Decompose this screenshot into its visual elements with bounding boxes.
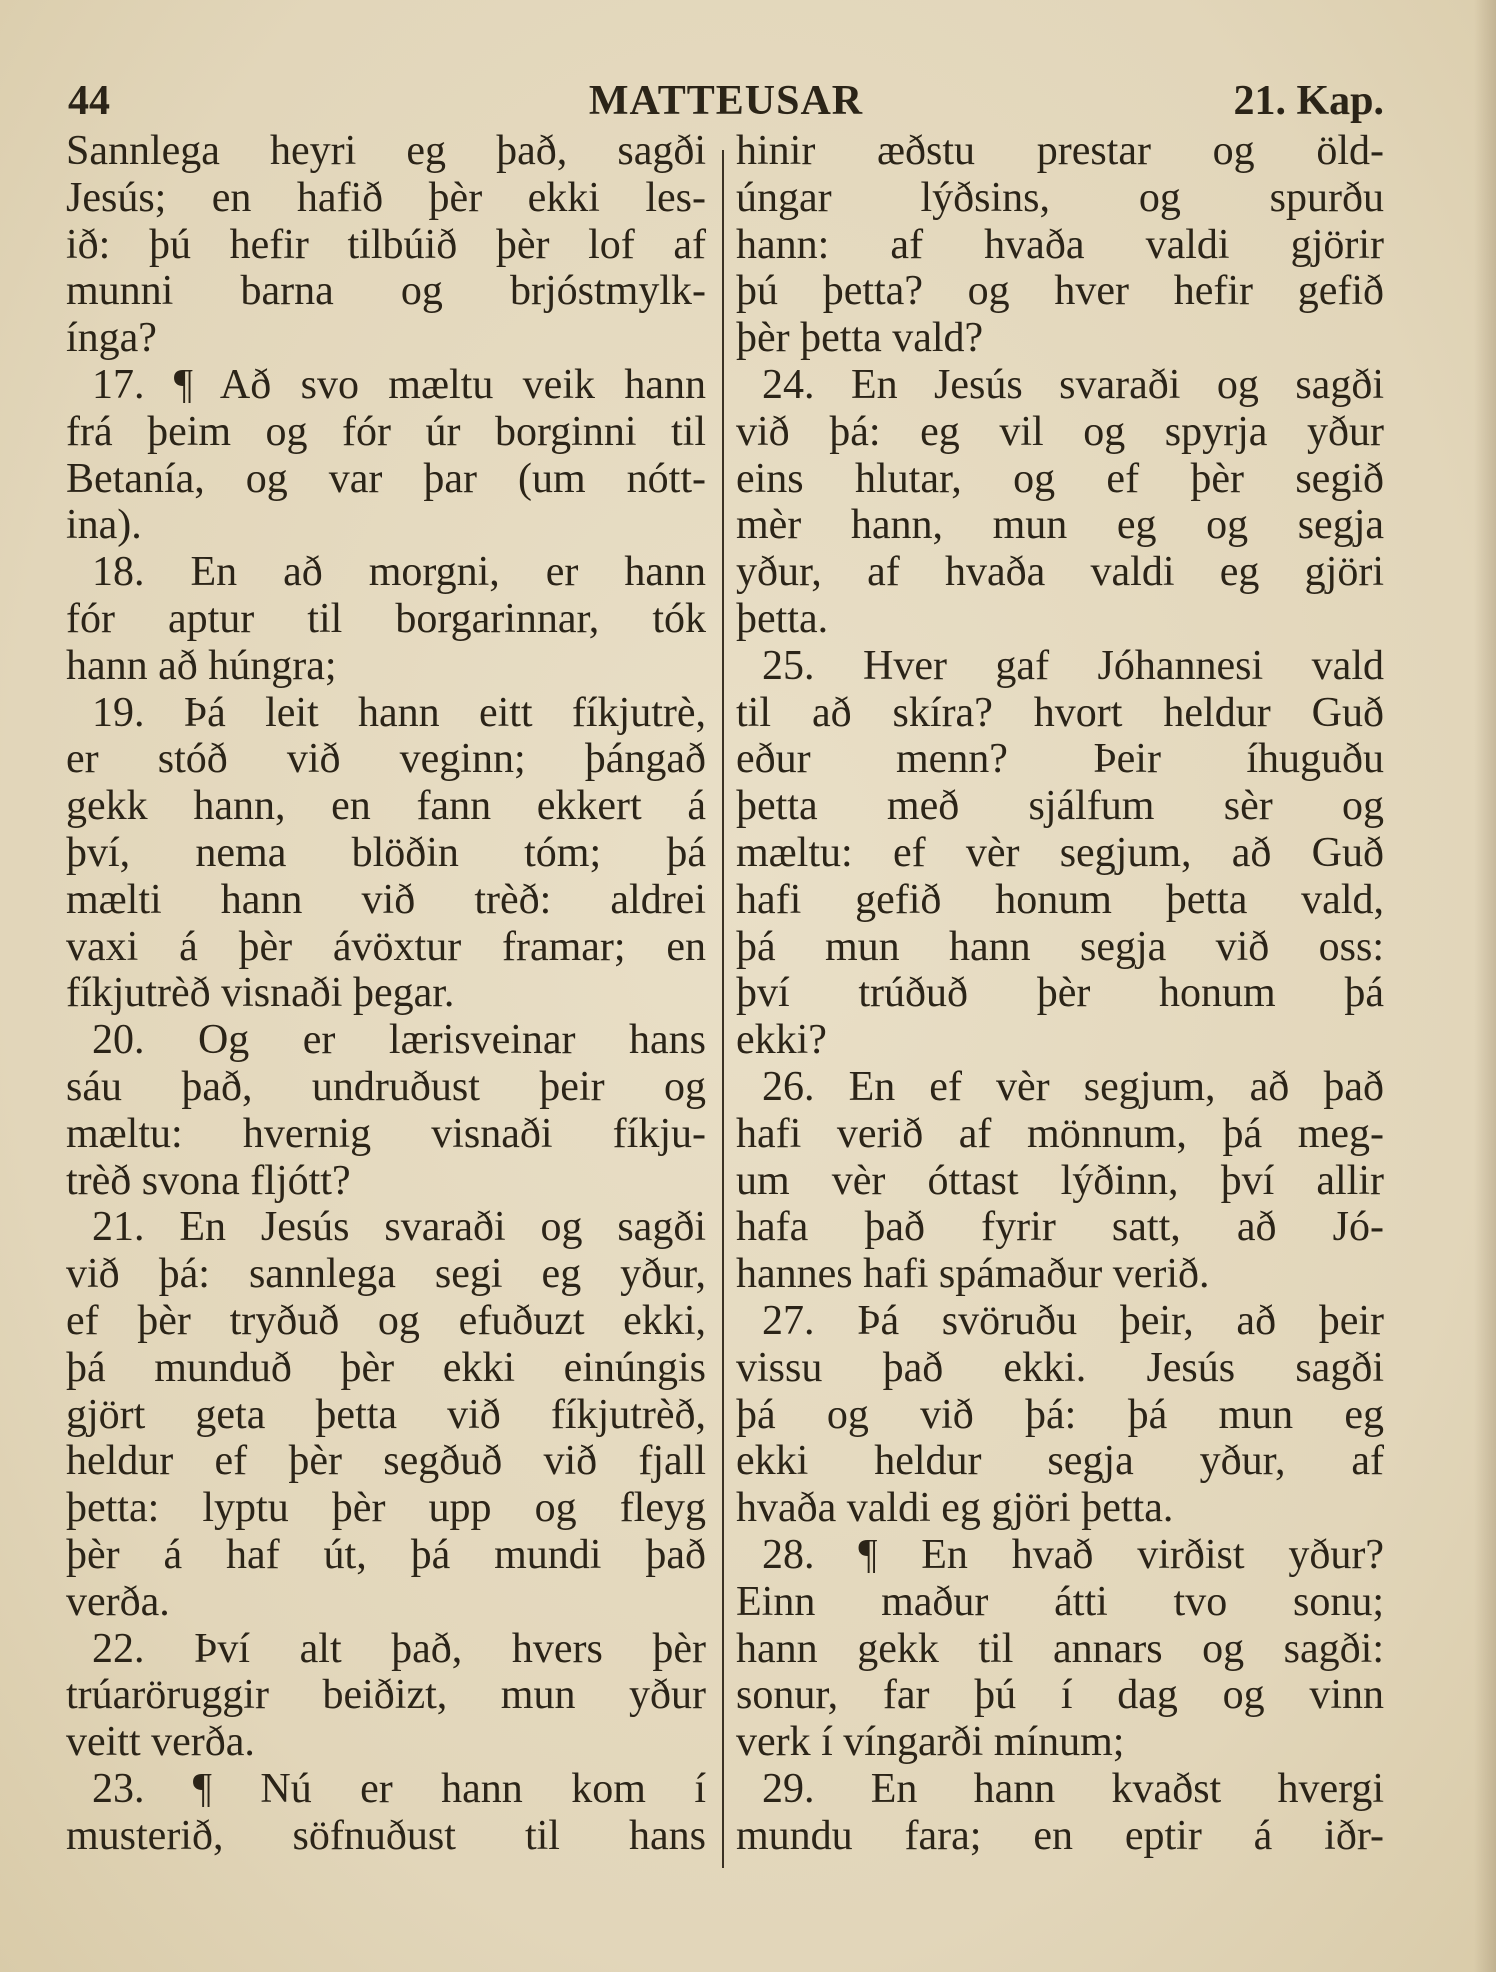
text-line: 23. ¶ Nú er hann kom í bbox=[92, 1765, 706, 1812]
text-line: þá mun hann segja við oss: bbox=[736, 923, 1384, 970]
text-line: þá munduð þèr ekki einúngis bbox=[66, 1344, 706, 1391]
text-line: 26. En ef vèr segjum, að það bbox=[762, 1063, 1384, 1110]
verse-paragraph bbox=[736, 362, 1384, 643]
text-line: ið: þú hefir tilbúið þèr lof af bbox=[66, 221, 706, 268]
text-line: mèr hann, mun eg og segja bbox=[736, 502, 1384, 549]
text-line: heldur ef þèr segðuð við fjall bbox=[66, 1438, 706, 1485]
text-line: hafi verið af mönnum, þá meg- bbox=[736, 1110, 1384, 1157]
text-line: úngar lýðsins, og spurðu bbox=[736, 174, 1384, 221]
text-line: hannes hafi spámaður verið. bbox=[736, 1251, 1210, 1298]
text-line: 24. En Jesús svaraði og sagði bbox=[762, 361, 1384, 408]
text-line: munni barna og brjóstmylk- bbox=[66, 268, 706, 315]
text-line: gjört geta þetta við fíkjutrèð, bbox=[66, 1391, 706, 1438]
verse-paragraph bbox=[736, 128, 1384, 362]
text-line: til að skíra? hvort heldur Guð bbox=[736, 689, 1384, 736]
column-divider bbox=[722, 150, 724, 1868]
text-line: þetta: lyptu þèr upp og fleyg bbox=[66, 1485, 706, 1532]
text-line: ekki? bbox=[736, 1017, 827, 1064]
verse-paragraph bbox=[66, 1017, 706, 1204]
verse-paragraph bbox=[66, 1626, 706, 1766]
text-line: eður menn? Þeir íhuguðu bbox=[736, 736, 1384, 783]
text-line: þetta með sjálfum sèr og bbox=[736, 783, 1384, 830]
text-line: verk í víngarði mínum; bbox=[736, 1719, 1125, 1766]
text-line: Sannlega heyri eg það, sagði bbox=[66, 128, 706, 174]
text-line: fíkjutrèð visnaði þegar. bbox=[66, 970, 455, 1017]
text-line: því, nema blöðin tóm; þá bbox=[66, 829, 706, 876]
text-line: mæltu: hvernig visnaði fíkju- bbox=[66, 1110, 706, 1157]
text-line: frá þeim og fór úr borginni til bbox=[66, 408, 706, 455]
text-line: musterið, söfnuðust til hans bbox=[66, 1812, 706, 1859]
text-line: við þá: sannlega segi eg yður, bbox=[66, 1251, 706, 1298]
text-line: 18. En að morgni, er hann bbox=[92, 549, 706, 596]
text-line: Einn maður átti tvo sonu; bbox=[736, 1578, 1384, 1625]
text-line: gekk hann, en fann ekkert á bbox=[66, 783, 706, 830]
text-line: hafi gefið honum þetta vald, bbox=[736, 876, 1384, 923]
text-line: hann að húngra; bbox=[66, 642, 337, 689]
text-line: 20. Og er lærisveinar hans bbox=[92, 1017, 706, 1064]
text-line: 27. Þá svöruðu þeir, að þeir bbox=[762, 1297, 1384, 1344]
text-line: þèr þetta vald? bbox=[736, 315, 984, 362]
text-line: því trúðuð þèr honum þá bbox=[736, 970, 1384, 1017]
text-line: yður, af hvaða valdi eg gjöri bbox=[736, 549, 1384, 596]
text-line: vaxi á þèr ávöxtur framar; en bbox=[66, 923, 706, 970]
text-line: er stóð við veginn; þángað bbox=[66, 736, 706, 783]
right-column bbox=[736, 128, 1384, 1859]
text-line: veitt verða. bbox=[66, 1719, 255, 1766]
text-line: þú þetta? og hver hefir gefið bbox=[736, 268, 1384, 315]
text-line: 22. Því alt það, hvers þèr bbox=[92, 1625, 706, 1672]
text-line: eins hlutar, og ef þèr segið bbox=[736, 455, 1384, 502]
text-line: mælti hann við trèð: aldrei bbox=[66, 876, 706, 923]
text-line: sonur, far þú í dag og vinn bbox=[736, 1672, 1384, 1719]
verse-paragraph bbox=[736, 1766, 1384, 1860]
text-line: verða. bbox=[66, 1578, 170, 1625]
text-line: mæltu: ef vèr segjum, að Guð bbox=[736, 829, 1384, 876]
text-line: 17. ¶ Að svo mæltu veik hann bbox=[92, 361, 706, 408]
text-line: 21. En Jesús svaraði og sagði bbox=[92, 1204, 706, 1251]
verse-paragraph bbox=[66, 690, 706, 1018]
text-line: 28. ¶ En hvað virðist yður? bbox=[762, 1531, 1384, 1578]
book-title: MATTEUSAR bbox=[588, 78, 864, 124]
text-line: 19. Þá leit hann eitt fíkjutrè, bbox=[92, 689, 706, 736]
text-line: hann: af hvaða valdi gjörir bbox=[736, 221, 1384, 268]
text-line: 29. En hann kvaðst hvergi bbox=[762, 1765, 1384, 1812]
text-line: sáu það, undruðust þeir og bbox=[66, 1063, 706, 1110]
text-line: við þá: eg vil og spyrja yður bbox=[736, 408, 1384, 455]
page-edge-shadow bbox=[1474, 0, 1496, 1972]
verse-paragraph bbox=[66, 1204, 706, 1625]
text-line: ina). bbox=[66, 502, 142, 549]
verse-paragraph bbox=[66, 549, 706, 689]
text-line: trúaröruggir beiðizt, mun yður bbox=[66, 1672, 706, 1719]
text-line: 25. Hver gaf Jóhannesi vald bbox=[762, 642, 1384, 689]
text-line: hafa það fyrir satt, að Jó- bbox=[736, 1204, 1384, 1251]
text-line: þetta. bbox=[736, 595, 829, 642]
running-header bbox=[68, 76, 1384, 126]
chapter-label: 21. Kap. bbox=[1233, 78, 1384, 124]
text-line: hinir æðstu prestar og öld- bbox=[736, 128, 1384, 174]
text-line: um vèr óttast lýðinn, því allir bbox=[736, 1157, 1384, 1204]
text-line: hann gekk til annars og sagði: bbox=[736, 1625, 1384, 1672]
text-line: ef þèr tryðuð og efuðuzt ekki, bbox=[66, 1297, 706, 1344]
text-line: mundu fara; en eptir á iðr- bbox=[736, 1812, 1384, 1859]
left-column bbox=[66, 128, 706, 1859]
text-line: fór aptur til borgarinnar, tók bbox=[66, 595, 706, 642]
text-line: vissu það ekki. Jesús sagði bbox=[736, 1344, 1384, 1391]
verse-paragraph bbox=[736, 1532, 1384, 1766]
page-number: 44 bbox=[68, 78, 110, 124]
verse-paragraph bbox=[736, 1298, 1384, 1532]
text-line: trèð svona fljótt? bbox=[66, 1157, 351, 1204]
verse-paragraph bbox=[66, 362, 706, 549]
text-line: ekki heldur segja yður, af bbox=[736, 1438, 1384, 1485]
verse-paragraph bbox=[736, 643, 1384, 1064]
text-line: þèr á haf út, þá mundi það bbox=[66, 1531, 706, 1578]
verse-paragraph bbox=[66, 128, 706, 362]
text-line: hvaða valdi eg gjöri þetta. bbox=[736, 1485, 1174, 1532]
text-line: Betanía, og var þar (um nótt- bbox=[66, 455, 706, 502]
text-line: Jesús; en hafið þèr ekki les- bbox=[66, 174, 706, 221]
verse-paragraph bbox=[736, 1064, 1384, 1298]
text-line: þá og við þá: þá mun eg bbox=[736, 1391, 1384, 1438]
verse-paragraph bbox=[66, 1766, 706, 1860]
text-line: ínga? bbox=[66, 315, 157, 362]
